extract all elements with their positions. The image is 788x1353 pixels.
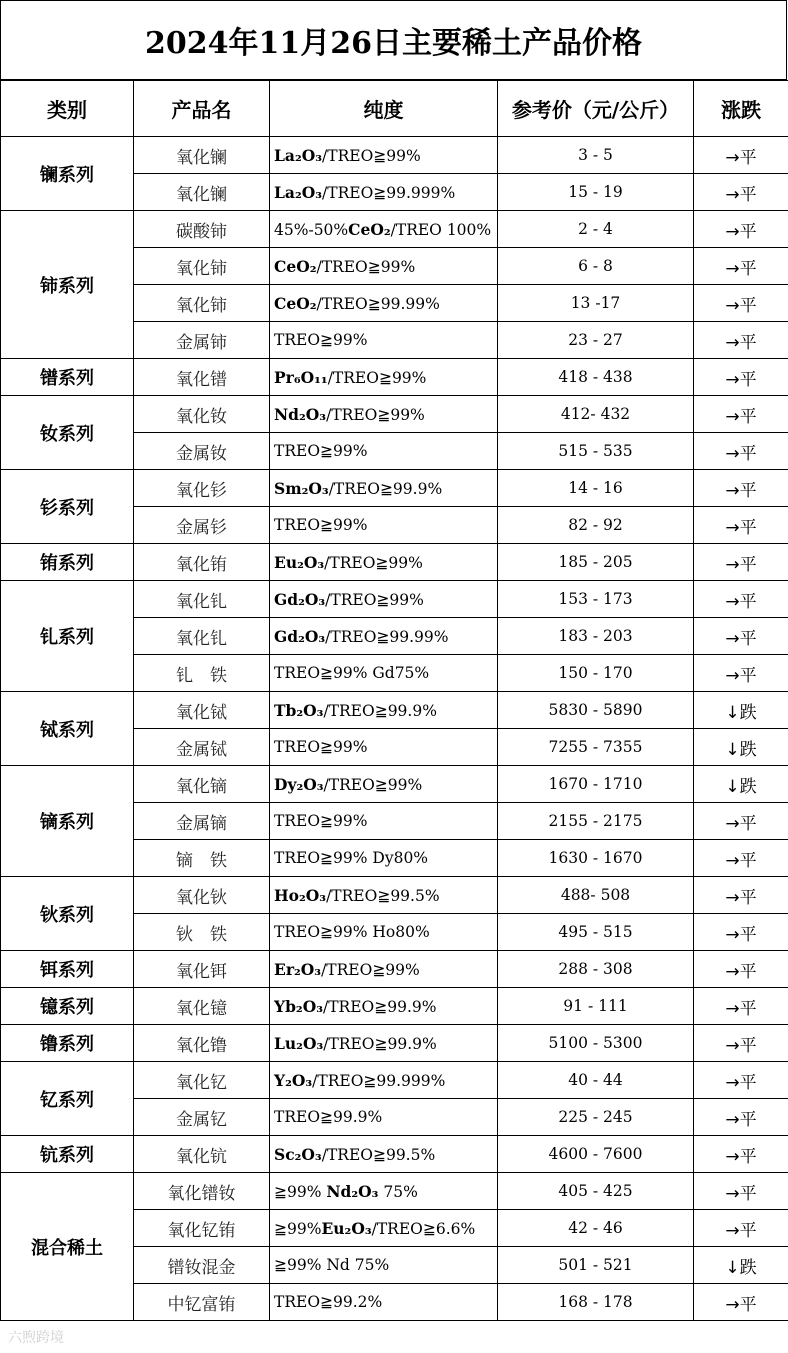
product-cell: 氧化钇	[134, 1062, 270, 1099]
category-cell: 混合稀土	[1, 1173, 134, 1321]
trend-cell: →平	[694, 507, 788, 544]
purity-cell	[270, 211, 498, 248]
category-cell: 钬系列	[1, 877, 134, 951]
purity-rest: /TREO≧99.9%	[323, 701, 437, 720]
purity-cell	[270, 581, 498, 618]
purity-pre: ≧99%	[274, 1219, 322, 1238]
trend-cell: ↓跌	[694, 692, 788, 729]
purity-rest: TREO≧99%	[274, 812, 368, 830]
purity-bold: Y₂O₃	[274, 1070, 313, 1090]
product-cell: 氧化镱	[134, 988, 270, 1025]
header-category: 类别	[1, 81, 134, 137]
purity-cell	[270, 618, 498, 655]
product-cell: 氧化镧	[134, 137, 270, 174]
table-row	[1, 951, 788, 988]
trend-cell: →平	[694, 840, 788, 877]
price-cell: 183 - 203	[498, 618, 694, 655]
category-cell: 铒系列	[1, 951, 134, 988]
price-cell: 225 - 245	[498, 1099, 694, 1136]
table-row	[1, 211, 788, 248]
purity-cell	[270, 655, 498, 692]
purity-rest: /TREO≧99%	[327, 368, 427, 387]
price-cell: 14 - 16	[498, 470, 694, 507]
table-row	[1, 137, 788, 174]
purity-cell	[270, 544, 498, 581]
purity-rest: ≧99% Nd 75%	[274, 1256, 390, 1274]
purity-rest: /TREO≧99.5%	[326, 886, 440, 905]
price-cell: 412- 432	[498, 396, 694, 433]
purity-bold: Eu₂O₃	[321, 1218, 372, 1238]
product-cell: 金属铈	[134, 322, 270, 359]
product-cell: 氧化铈	[134, 248, 270, 285]
trend-cell: →平	[694, 396, 788, 433]
purity-cell	[270, 951, 498, 988]
purity-cell	[270, 1210, 498, 1247]
trend-cell: →平	[694, 877, 788, 914]
purity-rest: TREO≧99%	[274, 516, 368, 534]
purity-rest: TREO≧99.9%	[274, 1108, 383, 1126]
price-cell: 6 - 8	[498, 248, 694, 285]
purity-cell	[270, 470, 498, 507]
product-cell: 金属铽	[134, 729, 270, 766]
purity-bold: Nd₂O₃	[274, 404, 327, 424]
purity-rest: /TREO≧99%	[325, 590, 424, 609]
purity-cell	[270, 285, 498, 322]
trend-cell: ↓跌	[694, 729, 788, 766]
price-cell: 150 - 170	[498, 655, 694, 692]
product-cell: 氧化钆	[134, 618, 270, 655]
trend-cell: →平	[694, 248, 788, 285]
trend-cell: →平	[694, 1284, 788, 1321]
product-cell: 氧化镧	[134, 174, 270, 211]
table-row	[1, 1025, 788, 1062]
purity-cell	[270, 137, 498, 174]
purity-bold: La₂O₃	[274, 145, 323, 165]
price-cell: 405 - 425	[498, 1173, 694, 1210]
purity-cell	[270, 766, 498, 803]
trend-cell: →平	[694, 1173, 788, 1210]
purity-bold: Er₂O₃	[274, 959, 322, 979]
product-cell: 氧化钪	[134, 1136, 270, 1173]
price-cell: 153 - 173	[498, 581, 694, 618]
category-cell: 镧系列	[1, 137, 134, 211]
purity-rest: /TREO≧99.999%	[312, 1071, 446, 1090]
table-row	[1, 470, 788, 507]
header-product: 产品名	[134, 81, 270, 137]
purity-cell	[270, 988, 498, 1025]
price-cell: 42 - 46	[498, 1210, 694, 1247]
purity-rest: /TREO≧99.9%	[328, 479, 443, 498]
category-cell: 镥系列	[1, 1025, 134, 1062]
product-cell: 氧化钇铕	[134, 1210, 270, 1247]
price-cell: 488- 508	[498, 877, 694, 914]
price-cell: 91 - 111	[498, 988, 694, 1025]
product-cell: 氧化镨钕	[134, 1173, 270, 1210]
product-cell: 金属钇	[134, 1099, 270, 1136]
purity-bold: Tb₂O₃	[274, 700, 324, 720]
trend-cell: →平	[694, 470, 788, 507]
purity-rest: /TREO≧99%	[322, 146, 421, 165]
purity-rest: /TREO≧99.9%	[323, 1034, 437, 1053]
product-cell: 金属钐	[134, 507, 270, 544]
price-cell: 3 - 5	[498, 137, 694, 174]
purity-rest: /TREO 100%	[390, 220, 492, 239]
category-cell: 钪系列	[1, 1136, 134, 1173]
product-cell: 碳酸铈	[134, 211, 270, 248]
header-row	[1, 81, 788, 137]
trend-cell: →平	[694, 1062, 788, 1099]
purity-bold: Gd₂O₃	[274, 589, 326, 609]
trend-cell: →平	[694, 544, 788, 581]
category-cell: 镝系列	[1, 766, 134, 877]
price-cell: 1670 - 1710	[498, 766, 694, 803]
purity-cell	[270, 1173, 498, 1210]
category-cell: 钐系列	[1, 470, 134, 544]
purity-bold: Sc₂O₃	[274, 1144, 322, 1164]
product-cell: 氧化钐	[134, 470, 270, 507]
product-cell: 氧化镨	[134, 359, 270, 396]
purity-cell	[270, 174, 498, 211]
category-cell: 镨系列	[1, 359, 134, 396]
purity-bold: Pr₆O₁₁	[274, 367, 328, 387]
purity-rest: 75%	[378, 1182, 418, 1201]
purity-rest: /TREO≧99.5%	[321, 1145, 436, 1164]
table-row	[1, 1062, 788, 1099]
purity-rest: TREO≧99%	[274, 442, 368, 460]
purity-rest: /TREO≧99%	[326, 405, 425, 424]
product-cell: 氧化镥	[134, 1025, 270, 1062]
purity-rest: /TREO≧99%	[316, 257, 416, 276]
purity-cell	[270, 803, 498, 840]
purity-rest: /TREO≧99.999%	[322, 183, 456, 202]
product-cell: 氧化铕	[134, 544, 270, 581]
table-row	[1, 877, 788, 914]
price-table	[0, 80, 788, 1321]
product-cell: 钆 铁	[134, 655, 270, 692]
purity-bold: Yb₂O₃	[274, 996, 323, 1016]
trend-cell: →平	[694, 655, 788, 692]
price-cell: 5830 - 5890	[498, 692, 694, 729]
purity-cell	[270, 248, 498, 285]
purity-rest: /TREO≧99%	[323, 775, 423, 794]
category-cell: 钆系列	[1, 581, 134, 692]
trend-cell: →平	[694, 618, 788, 655]
purity-cell	[270, 1025, 498, 1062]
purity-bold: Dy₂O₃	[274, 774, 324, 794]
product-cell: 氧化钬	[134, 877, 270, 914]
price-cell: 288 - 308	[498, 951, 694, 988]
purity-cell	[270, 1247, 498, 1284]
price-cell: 5100 - 5300	[498, 1025, 694, 1062]
trend-cell: →平	[694, 174, 788, 211]
purity-bold: Nd₂O₃	[326, 1181, 379, 1201]
purity-cell	[270, 877, 498, 914]
table-row	[1, 692, 788, 729]
price-cell: 40 - 44	[498, 1062, 694, 1099]
trend-cell: ↓跌	[694, 1247, 788, 1284]
price-cell: 495 - 515	[498, 914, 694, 951]
trend-cell: →平	[694, 1099, 788, 1136]
price-cell: 168 - 178	[498, 1284, 694, 1321]
price-cell: 2 - 4	[498, 211, 694, 248]
purity-bold: La₂O₃	[274, 182, 323, 202]
trend-cell: →平	[694, 211, 788, 248]
price-cell: 185 - 205	[498, 544, 694, 581]
purity-cell	[270, 914, 498, 951]
purity-pre: 45%-50%	[274, 220, 349, 239]
watermark: 六煦跨境	[8, 1330, 64, 1346]
price-cell: 15 - 19	[498, 174, 694, 211]
table-row	[1, 581, 788, 618]
page-title: 2024年11月26日主要稀土产品价格	[0, 0, 787, 80]
purity-bold: Lu₂O₃	[274, 1033, 324, 1053]
purity-cell	[270, 729, 498, 766]
product-cell: 氧化铈	[134, 285, 270, 322]
table-row	[1, 396, 788, 433]
price-cell: 13 -17	[498, 285, 694, 322]
category-cell: 钇系列	[1, 1062, 134, 1136]
trend-cell: →平	[694, 137, 788, 174]
trend-cell: ↓跌	[694, 766, 788, 803]
product-cell: 氧化铒	[134, 951, 270, 988]
table-body	[1, 137, 788, 1321]
purity-cell	[270, 1136, 498, 1173]
purity-cell	[270, 433, 498, 470]
trend-cell: →平	[694, 951, 788, 988]
purity-rest: TREO≧99.2%	[274, 1293, 383, 1311]
category-cell: 镱系列	[1, 988, 134, 1025]
purity-rest: /TREO≧99%	[321, 960, 420, 979]
header-price: 参考价（元/公斤）	[498, 81, 694, 137]
table-row	[1, 988, 788, 1025]
trend-cell: →平	[694, 285, 788, 322]
purity-cell	[270, 1284, 498, 1321]
trend-cell: →平	[694, 359, 788, 396]
category-cell: 钕系列	[1, 396, 134, 470]
price-cell: 82 - 92	[498, 507, 694, 544]
category-cell: 铈系列	[1, 211, 134, 359]
purity-cell	[270, 507, 498, 544]
purity-bold: Eu₂O₃	[274, 552, 325, 572]
purity-cell	[270, 359, 498, 396]
price-cell: 501 - 521	[498, 1247, 694, 1284]
trend-cell: →平	[694, 1025, 788, 1062]
purity-bold: Ho₂O₃	[274, 885, 327, 905]
purity-bold: Gd₂O₃	[274, 626, 326, 646]
header-trend: 涨跌	[694, 81, 788, 137]
table-row	[1, 1173, 788, 1210]
product-cell: 镝 铁	[134, 840, 270, 877]
price-cell: 515 - 535	[498, 433, 694, 470]
purity-rest: TREO≧99% Gd75%	[274, 664, 430, 682]
purity-pre: ≧99%	[274, 1182, 327, 1201]
purity-rest: /TREO≧6.6%	[371, 1219, 476, 1238]
product-cell: 氧化钆	[134, 581, 270, 618]
purity-rest: /TREO≧99.99%	[325, 627, 449, 646]
purity-cell	[270, 396, 498, 433]
trend-cell: →平	[694, 988, 788, 1025]
purity-cell	[270, 692, 498, 729]
category-cell: 铽系列	[1, 692, 134, 766]
trend-cell: →平	[694, 581, 788, 618]
purity-cell	[270, 1062, 498, 1099]
product-cell: 钬 铁	[134, 914, 270, 951]
trend-cell: →平	[694, 803, 788, 840]
purity-cell	[270, 1099, 498, 1136]
price-cell: 4600 - 7600	[498, 1136, 694, 1173]
table-row	[1, 544, 788, 581]
purity-rest: TREO≧99%	[274, 331, 368, 349]
category-cell: 铕系列	[1, 544, 134, 581]
price-cell: 2155 - 2175	[498, 803, 694, 840]
purity-rest: TREO≧99% Dy80%	[274, 849, 429, 867]
purity-rest: TREO≧99%	[274, 738, 368, 756]
product-cell: 氧化镝	[134, 766, 270, 803]
product-cell: 中钇富铕	[134, 1284, 270, 1321]
price-cell: 7255 - 7355	[498, 729, 694, 766]
purity-bold: CeO₂	[348, 219, 391, 239]
table-row	[1, 1136, 788, 1173]
purity-rest: /TREO≧99.99%	[316, 294, 440, 313]
table-row	[1, 766, 788, 803]
trend-cell: →平	[694, 1210, 788, 1247]
product-cell: 金属钕	[134, 433, 270, 470]
purity-cell	[270, 840, 498, 877]
purity-bold: CeO₂	[274, 293, 317, 313]
price-cell: 1630 - 1670	[498, 840, 694, 877]
price-cell: 23 - 27	[498, 322, 694, 359]
purity-bold: Sm₂O₃	[274, 478, 329, 498]
purity-rest: /TREO≧99.9%	[322, 997, 437, 1016]
purity-bold: CeO₂	[274, 256, 317, 276]
trend-cell: →平	[694, 1136, 788, 1173]
price-cell: 418 - 438	[498, 359, 694, 396]
purity-cell	[270, 322, 498, 359]
table-row	[1, 359, 788, 396]
trend-cell: →平	[694, 433, 788, 470]
product-cell: 氧化钕	[134, 396, 270, 433]
product-cell: 镨钕混金	[134, 1247, 270, 1284]
purity-rest: TREO≧99% Ho80%	[274, 923, 430, 941]
product-cell: 氧化铽	[134, 692, 270, 729]
trend-cell: →平	[694, 914, 788, 951]
purity-rest: /TREO≧99%	[324, 553, 423, 572]
header-purity: 纯度	[270, 81, 498, 137]
trend-cell: →平	[694, 322, 788, 359]
product-cell: 金属镝	[134, 803, 270, 840]
